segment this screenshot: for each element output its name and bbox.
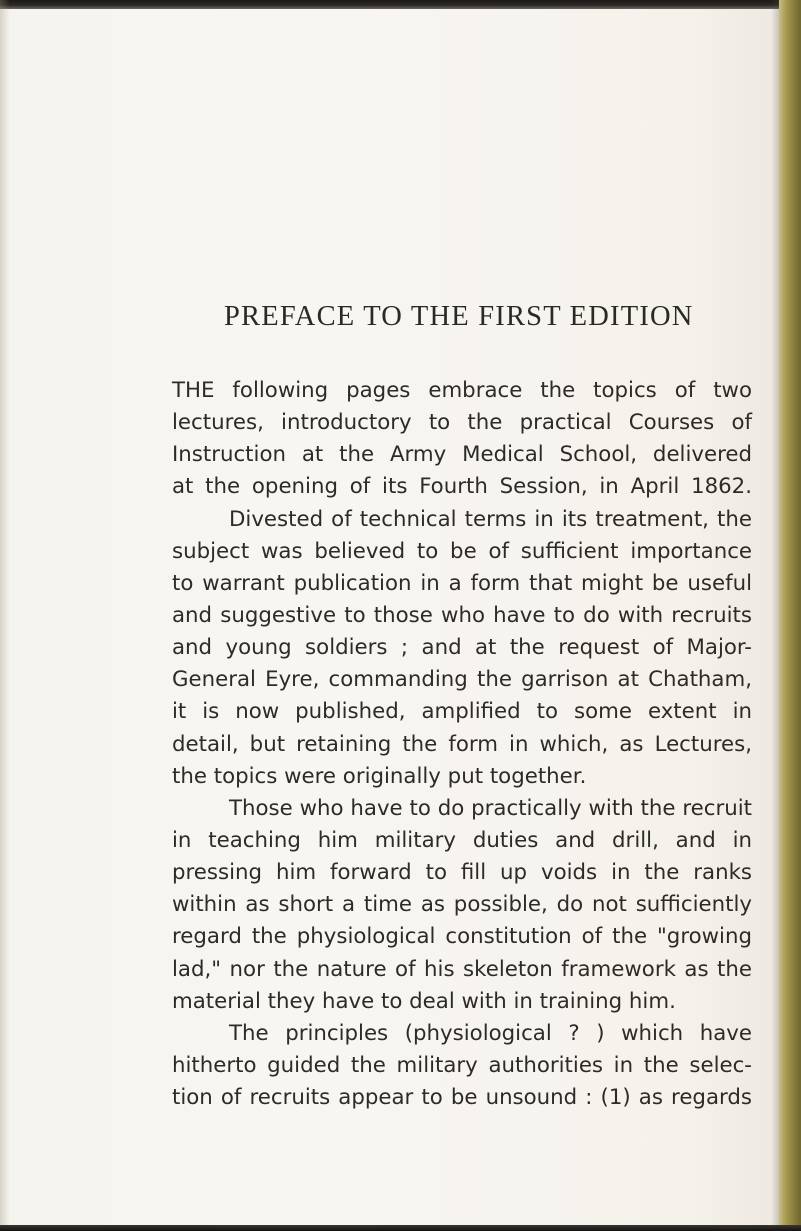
text-line: subject was believed to be of sufficient importance — [172, 538, 752, 564]
text-line: and suggestive to those who have to do with recruits — [172, 602, 752, 628]
text-line: Instruction at the Army Medical School, delivered — [172, 442, 752, 468]
preface-body — [172, 375, 752, 1114]
text-line: and young soldiers ; and at the request of Major- — [172, 635, 752, 661]
book-cover-edge — [779, 0, 801, 1231]
text-line: detail, but retaining the form in which, as Lectures, — [172, 731, 752, 757]
text-line: regard the physiological constitution of the "growing — [172, 924, 752, 950]
text-line: the topics were originally put together. — [172, 763, 587, 789]
text-line: hitherto guided the military authorities in the selec- — [172, 1052, 752, 1078]
text-line: material they have to deal with in training him. — [172, 988, 676, 1014]
page-top-edge — [0, 0, 801, 9]
page-left-shadow — [0, 0, 10, 1231]
text-line: The principles (physiological ? ) which have — [229, 1020, 752, 1046]
page-bottom-edge — [0, 1225, 801, 1231]
text-line: at the opening of its Fourth Session, in April 1862. — [172, 474, 752, 500]
text-line: Divested of technical terms in its treatment, the — [229, 506, 752, 532]
text-line: lectures, introductory to the practical Courses of — [172, 410, 752, 436]
page-title: PREFACE TO THE FIRST EDITION — [224, 301, 694, 332]
page-gutter-shadow — [771, 0, 779, 1231]
text-line: tion of recruits appear to be unsound : (1) as regards — [172, 1085, 752, 1111]
text-line: within as short a time as possible, do not sufficiently — [172, 892, 752, 918]
text-line: it is now published, amplified to some extent in — [172, 699, 752, 725]
text-line: lad," nor the nature of his skeleton framework as the — [172, 956, 752, 982]
text-line: pressing him forward to fill up voids in the ranks — [172, 860, 752, 886]
text-line: in teaching him military duties and drill, and in — [172, 827, 752, 853]
text-line: Those who have to do practically with the recruit — [229, 795, 752, 821]
text-line: THE following pages embrace the topics of two — [172, 378, 752, 403]
text-line: General Eyre, commanding the garrison at Chatham, — [172, 667, 752, 693]
text-line: to warrant publication in a form that might be useful — [172, 570, 752, 596]
